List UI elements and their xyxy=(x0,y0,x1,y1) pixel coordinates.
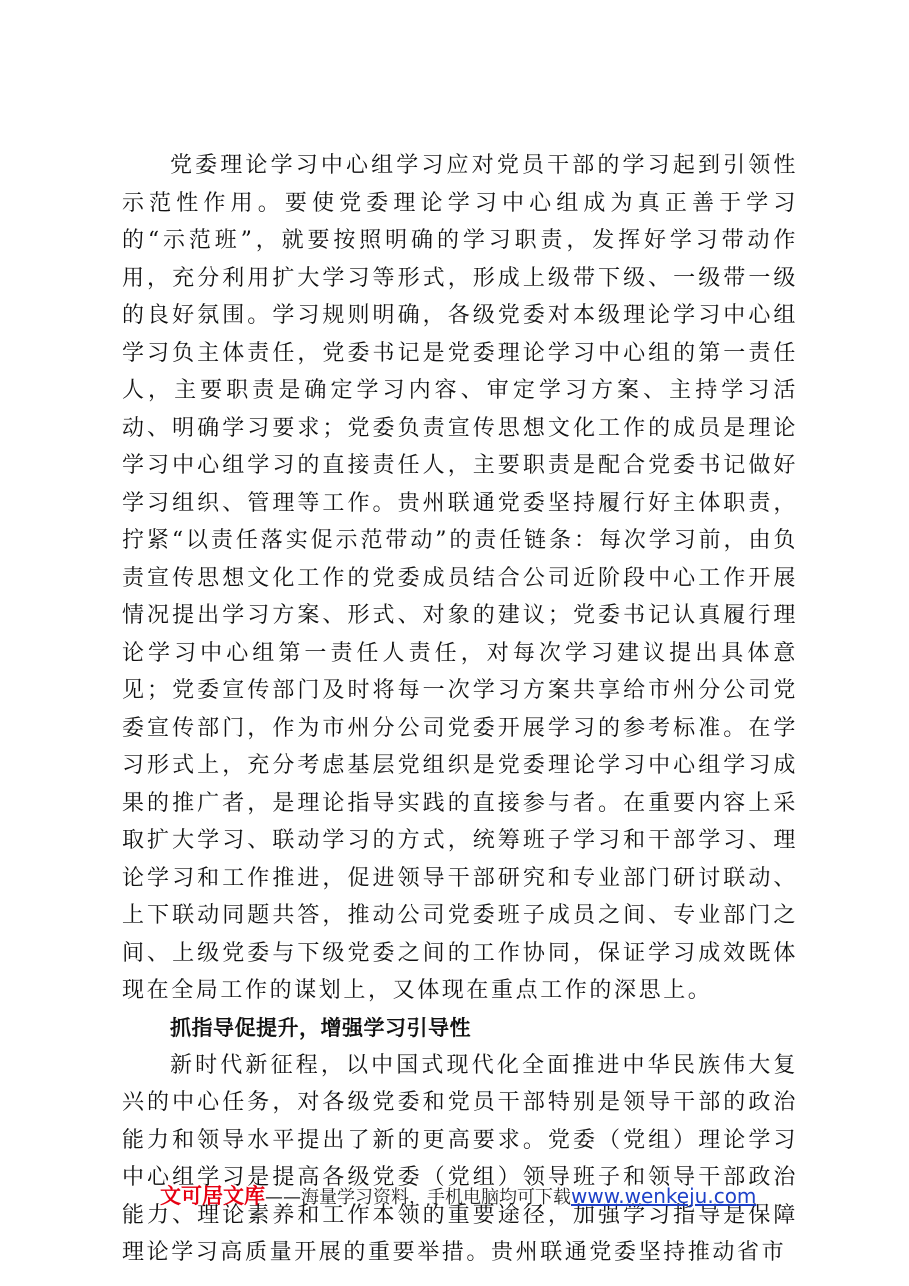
footer-dash: —— xyxy=(265,1187,301,1208)
footer-slogan: 海量学习资料，手机电脑均可下载 xyxy=(301,1187,571,1208)
body-paragraph-2: 新时代新征程，以中国式现代化全面推进中华民族伟大复兴的中心任务，对各级党委和党员干部特别是领导干部的政治能力和领导水平提出了新的更高要求。党委（党组）理论学习中心组学习是提高各级党委（党组）领导班子和领导干部政治能力、理论素养和工作本领的重要途径，加强学习指导是保障理论学习高质量开展的重要举措。贵州联通党委坚持推动省市 xyxy=(122,1052,798,1265)
section-heading: 抓指导促提升，增强学习引导性 xyxy=(170,1015,471,1040)
footer-brand: 文可居文库 xyxy=(160,1184,265,1208)
document-body xyxy=(122,147,798,1272)
footer-site-link[interactable]: www.wenkeju.com xyxy=(571,1184,757,1208)
footer-banner xyxy=(160,1180,780,1210)
body-paragraph-1: 党委理论学习中心组学习应对党员干部的学习起到引领性示范性作用。要使党委理论学习中心组成为真正善于学习的“示范班”，就要按照明确的学习职责，发挥好学习带动作用，充分利用扩大学习等形式，形成上级带下级、一级带一级的良好氛围。学习规则明确，各级党委对本级理论学习中心组学习负主体责任，党委书记是党委理论学习中心组的第一责任人，主要职责是确定学习内容、审定学习方案、主持学习活动、明确学习要求；党委负责宣传思想文化工作的成员是理论学习中心组学习的直接责任人，主要职责是配合党委书记做好学习组织、管理等工作。贵州联通党委坚持履行好主体职责，拧紧“以责任落实促示范带动”的责任链条：每次学习前，由负责宣传思想文化工作的党委成员结合公司近阶段中心工作开展情况提出学习方案、形式、对象的建议；党委书记认真履行理论学习中心组第一责任人责任，对每次学习建议提出具体意见；党委宣传部门及时将每一次学习方案共享给市州分公司党委宣传部门，作为市州分公司党委开展学习的参考标准。在学习形式上，充分考虑基层党组织是党委理论学习中心组学习成果的推广者，是理论指导实践的直接参与者。在重要内容上采取扩大学习、联动学习的方式，统筹班子学习和干部学习、理论学习和工作推进，促进领导干部研究和专业部门研讨联动、上下联动同题共答，推动公司党委班子成员之间、专业部门之间、上级党委与下级党委之间的工作协同，保证学习成效既体现在全局工作的谋划上，又体现在重点工作的深思上。 xyxy=(122,153,798,1003)
